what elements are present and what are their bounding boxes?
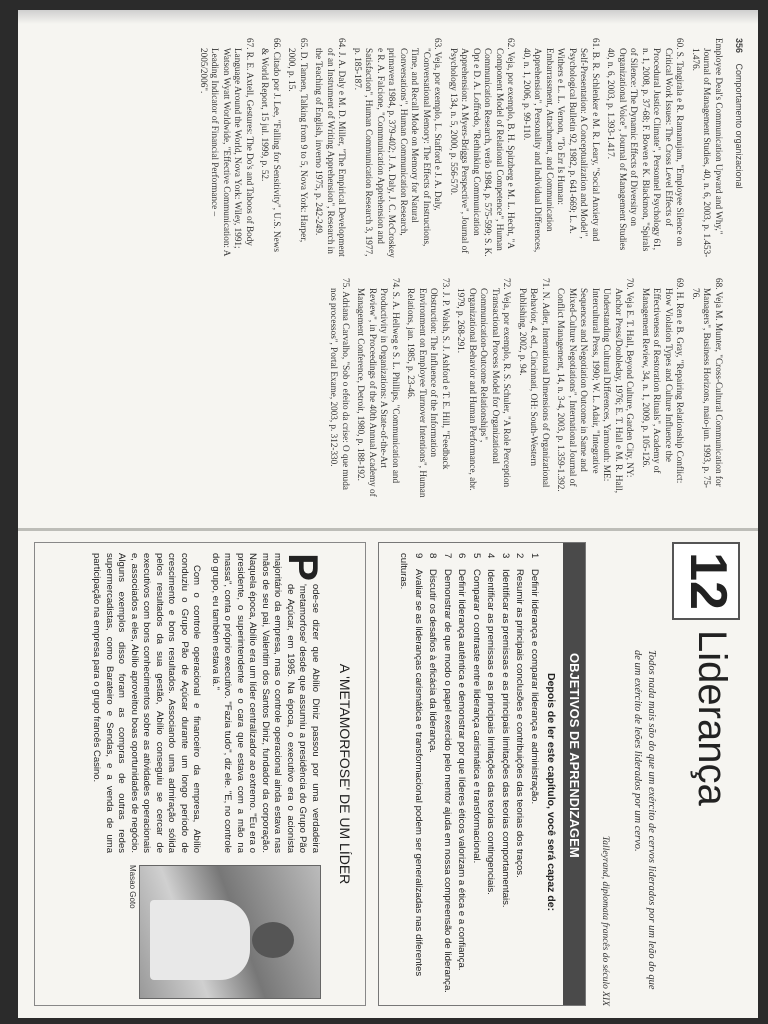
book-spread (18, 10, 758, 1018)
objectives-heading: OBJETIVOS DE APRENDIZAGEM (563, 543, 585, 1005)
list-item: 8Discutir os desafios à eficácia da liderança. (427, 553, 439, 753)
objectives-box (378, 542, 586, 1006)
note: 70. Veja E. T. Hall, Beyond Culture, Garden City, NY: Anchor Press/Doubleday, 1976; E. T. Hall e M. R. Hall, Understanding Cultural Differences, Yarmouth: ME: Intercultural Press, 1990; W. L. Adair, "Integrative Sequences and Negotiation Outcome in Same and Mixed-Culture Negotiations", International Journal of Conflict Management, 14, n. 3-4, 2003, p. 1.359-1.392. (556, 278, 636, 493)
notes-page (18, 10, 758, 530)
case-title: A 'METAMORFOSE' DE UM LÍDER (337, 663, 353, 885)
list-item: 7Demonstrar de que modo o papel exercido pelo mentor ajuda em nossa compreensão de liderança. (442, 553, 453, 993)
running-title: Comportamento organizacional (734, 63, 744, 189)
chapter-number: 12 (672, 542, 740, 620)
chapter-title: Liderança (690, 630, 734, 806)
epigraph-source: Talleyrand, diplomata francês do século XIX (600, 835, 610, 1006)
note: 69. H. Ren e B. Gray, "Repairing Relationship Conflict: How Violation Types and Culture Influence the Effectiveness of Restoration Rituals", Academy of Management Review, 34, n. 1, 2009, p. 105-126. (641, 278, 686, 484)
notes-column-1 (194, 38, 725, 258)
note: 66. Citado por J. Lee, "Falling for Sensitivity", U.S. News & World Report, 15 jul. 1999, p. 52. (260, 38, 282, 252)
list-item: 5Comparar o contraste entre liderança carismática e transformacional. (471, 553, 482, 864)
note: 75. Adriana Carvalho, "Sob o efeito da crise: O que muda nos processos", Portal Exame, 2003, p. 312-330. (329, 278, 351, 490)
note: 72. Veja, por exemplo, R. S. Schuler, "A Role Perception Transactional Process Model for Organizational Communication-Outcome Relationships", Organizational Behavior and Human Performance, abr. 1979, p. 268-291. (456, 278, 513, 491)
portrait-body (150, 900, 250, 980)
note: 62. Veja, por exemplo, B. H. Spitzberg e M. L. Hecht, "A Component Model of Relational Competence", Human Communication Research, verão 1984, p. 575-599; S. K. Opt e D. A. Loffredo, "Rethinking Communication Apprehension: A Myers-Briggs Perspective", Journal of Psychology 134, n. 5, 2000, p. 556-570. (449, 38, 517, 257)
opening-case-box (34, 542, 366, 1006)
portrait-photo (139, 865, 321, 999)
list-item: 3Identificar as premissas e as principais limitações das teorias comportamentais. (500, 553, 511, 908)
note: 64. J. A. Daly e M. D. Miller, "The Empirical Development of an Instrument of Writing Apprehension", Research in the Teaching of English, inverno 1975, p. 242-249. (314, 38, 348, 257)
chapter-page (18, 530, 758, 1018)
objectives-list (396, 543, 541, 1005)
portrait-head (252, 922, 294, 958)
list-item: 6Definir liderança autêntica e demonstrar por que líderes éticos valorizam a ética e a confiança. (456, 553, 468, 971)
note: 63. Veja, por exemplo, L. Stafford e J. A. Daly, "Conversational Memory: The Effects of Instructions, Time, and Recall Mode on Memory for Natural Conversations", Human Communication Research, primavera 1984, p. 379-402; J. A. Daly, J. C. McCroskey e R. A. Falcione, "Communication Apprehension and Satisfaction", Human Communication Research 3, 1977, p. 185-187. (353, 38, 444, 258)
epigraph: Todos nada mais são do que um exército de cervos liderados por um leão do que de um exército de leões liderados por um cervo. (632, 650, 657, 990)
list-item: 9Avaliar se as lideranças carismática e transformacional podem ser generalizadas nas diferentes culturas. (398, 553, 424, 977)
page-number: 356 (734, 38, 744, 54)
note: 60. S. Tangirala e R. Ramanujam, "Employee Silence on Critical Work Issues: The Cross Level Effects of Procedural Justice Climate", Personnel Psychology 61, n. 1, 2008, p. 37-68; F. Bowen e K. Blackmon, "Spirals of Silence: The Dynamic Effects of Diversity on Organizational Voice", Journal of Management Studies 40, n. 6, 2003, p. 1.393-1.417. (606, 38, 686, 252)
note: 74. S. A. Hellweg e S. L. Phillips, "Communication and Productivity in Organizations: A State-of-the-Art Review", in Proceedings of the 40th Annual Academy of Management Conference, Detroit, 1980, p. 188-192. (356, 278, 401, 497)
drop-cap: P (280, 553, 327, 582)
note: 65. D. Tannen, Talking from 9 to 5, Nova York: Harper, 2000, p. 15. (287, 38, 309, 243)
case-paragraph: Com o controle operacional e financeiro da empresa, Abílio conduziu o Grupo Pão de Açúcar durante um longo período de crescimento e bons resultados. Associando uma admiração sólida pelos resultados da sua gestão, Abílio conseguiu se cercar de executivos com bons conhecimentos sobre as atividades operacionais e, associados a eles, Abílio aproveitou boas oportunidades de negócio. Alguns exemplos disso foram as compras de outras redes supermercadistas, como Barateiro e Sendas, e a venda de uma participação na empresa para o grupo francês Casino. (91, 553, 203, 853)
list-item: 2Resumir as principais conclusões e contribuições das teorias dos traços. (514, 553, 526, 878)
note: 71. N. Adler, International Dimensions of Organizational Behavior, 4. ed., Cincinnati, OH: South-Western Publishing, 2002, p. 94. (518, 278, 551, 488)
case-paragraph: ode-se dizer que Abílio Diniz passou por uma verdadeira 'metamorfose' desde que assumiu a presidência do Grupo Pão de Açúcar, em 1995. Na época, o executivo era o acionista majoritário da empresa, mas o controle operacional ainda estava nas mãos de seu pai, Valentim dos Santos Diniz, fundador da corporação. Naquela época, Abílio era um líder centralizador ao extremo. "Eu era o presidente, o superintendente e o cara que estava com a mão na massa", conta o próprio executivo. "Fazia tudo", diz ele. "E, no controle do grupo, eu também estava lá." (210, 553, 321, 853)
note: Employee Deal's Communication Upward and Why," Journal of Management Studies, 40, n. 6, 2003, p. 1.453-1.476. (691, 38, 724, 258)
photo-caption: Masao Goto (128, 865, 137, 909)
objectives-intro: Depois de ler este capítulo, você será capaz de: (545, 673, 557, 912)
note: 68. Veja M. Munter, "Cross-Cultural Communication for Managers", Business Horizons, maio-jun. 1993, p. 75-76. (691, 278, 724, 488)
note: 67. R. E. Axtell, Gestures: The Do's and Taboos of Body Language Around the World, Nova York: Wiley, 1991; Watson Wyatt Worldwide, "Effective Communication: A Leading Indicator of Financial Performance – 2005/2006". (199, 38, 255, 256)
list-item: 4Identificar as premissas e as principais limitações das teorias contingenciais. (485, 553, 497, 895)
note: 61. B. R. Schlenker e M. R. Leary, "Social Anxiety and Self-Presentation: A Conceptualization and Model", Psychological Bulletin 92, 1982, p. 641-669; L. A. Withers e L. L. Vernon, "To Err Is Human: Embarrassment, Attachment, and Communication Apprehension", Personality and Individual Differences, 40, n. 1, 2006, p. 99-110. (522, 38, 601, 253)
case-text (90, 553, 327, 853)
notes-column-2 (324, 278, 724, 498)
running-header (734, 38, 744, 189)
list-item: 1Definir liderança e comparar liderança e administração. (529, 553, 540, 805)
note: 73. J. P. Walsh, S. J. Ashford e T. E. Hill, "Feedback Obstruction: The Influence of the Information Environment on Employee Turnover Intentions", Human Relations, jan. 1985, p. 23-46. (406, 278, 451, 498)
